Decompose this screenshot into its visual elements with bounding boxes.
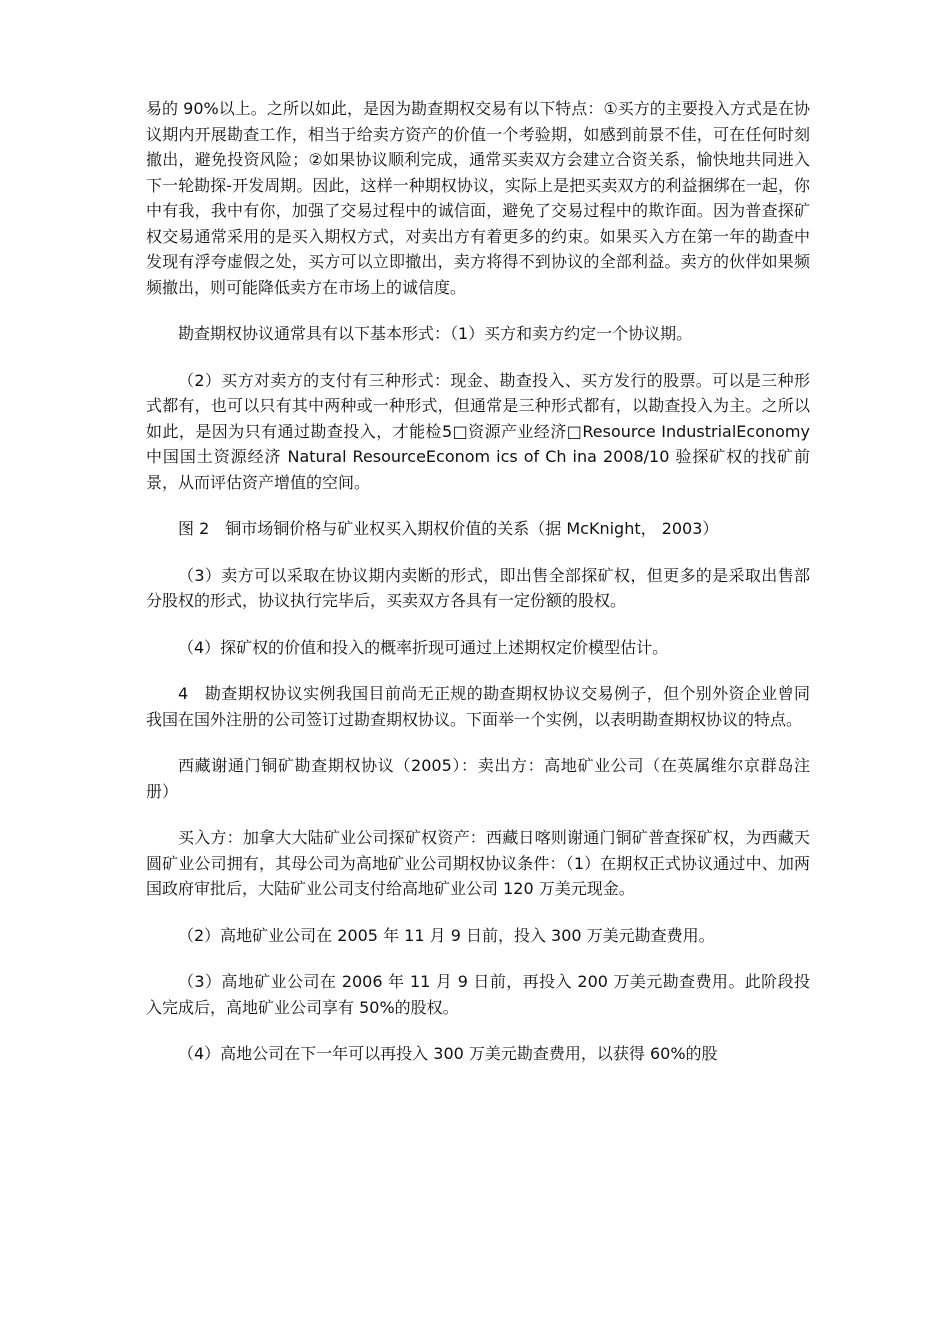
paragraph-basic-form-intro: 勘查期权协议通常具有以下基本形式：（1）买方和卖方约定一个协议期。 [178, 324, 693, 343]
paragraph-trading-features: 易的 90%以上。之所以如此，是因为勘查期权交易有以下特点：①买方的主要投入方式是在协议期内开展勘查工作，相当于给卖方资产的价值一个考验期，如感到前景不佳，可在任何时刻撤出，避免投资风险；②如果协议顺利完成，通常买卖双方会建立合资关系，愉快地共同进入下一轮勘探-开发周期。因此，这样一种期权协议，实际上是把买卖双方的利益捆绑在一起，你中有我，我中有你，加强了交易过程中的诚信面，避免了交易过程中的欺诈面。因为普查探矿权交易通常采用的是买入期权方式，对卖出方有着更多的约束。如果买入方在第一年的勘查中发现有浮夸虚假之处，买方可以立即撤出，卖方将得不到协议的全部利益。卖方的伙伴如果频频撤出，则可能降低卖方在市场上的诚信度。 [146, 99, 810, 297]
paragraph-agreement-seller: 西藏谢通门铜矿勘查期权协议（2005）：卖出方：高地矿业公司（在英属维尔京群岛注册） [146, 756, 810, 801]
document-body [146, 96, 810, 1067]
paragraph-term-2: （2）高地矿业公司在 2005 年 11 月 9 日前，投入 300 万美元勘查费用。 [178, 925, 715, 945]
paragraph-form-4-valuation: （4）探矿权的价值和投入的概率折现可通过上述期权定价模型估计。 [178, 637, 669, 657]
section-4-example-intro: 4 勘查期权协议实例我国目前尚无正规的勘查期权协议交易例子，但个别外资企业曾同我国在国外注册的公司签订过勘查期权协议。下面举一个实例，以表明勘查期权协议的特点。 [146, 684, 810, 729]
figure-caption: 图 2 铜市场铜价格与矿业权买入期权价值的关系（据 McKnight， 2003） [178, 519, 719, 538]
paragraph-term-3: （3）高地矿业公司在 2006 年 11 月 9 日前，再投入 200 万美元勘查费用。此阶段投入完成后，高地矿业公司享有 50%的股权。 [146, 972, 810, 1017]
paragraph-term-4: （4）高地公司在下一年可以再投入 300 万美元勘查费用，以获得 60%的股 [178, 1044, 718, 1063]
paragraph-agreement-buyer: 买入方：加拿大大陆矿业公司探矿权资产：西藏日喀则谢通门铜矿普查探矿权，为西藏天圆矿业公司拥有，其母公司为高地矿业公司期权协议条件：（1）在期权正式协议通过中、加两国政府审批后，大陆矿业公司支付给高地矿业公司 120 万美元现金。 [146, 828, 810, 898]
paragraph-form-3-sale: （3）卖方可以采取在协议期内卖断的形式，即出售全部探矿权，但更多的是采取出售部分股权的形式，协议执行完毕后，买卖双方各具有一定份额的股权。 [146, 565, 810, 610]
paragraph-form-2-payment: （2）买方对卖方的支付有三种形式：现金、勘查投入、买方发行的股票。可以是三种形式都有，也可以只有其中两种或一种形式，但通常是三种形式都有，以勘查投入为主。之所以如此，是因为只有通过勘查投入，才能检5□资源产业经济□Resource IndustrialEconomy 中国国土资源经济 Natural ResourceEconom ics of Ch ina 2008/10 验探矿权的找矿前景，从而评估资产增值的空间。 [146, 370, 810, 492]
